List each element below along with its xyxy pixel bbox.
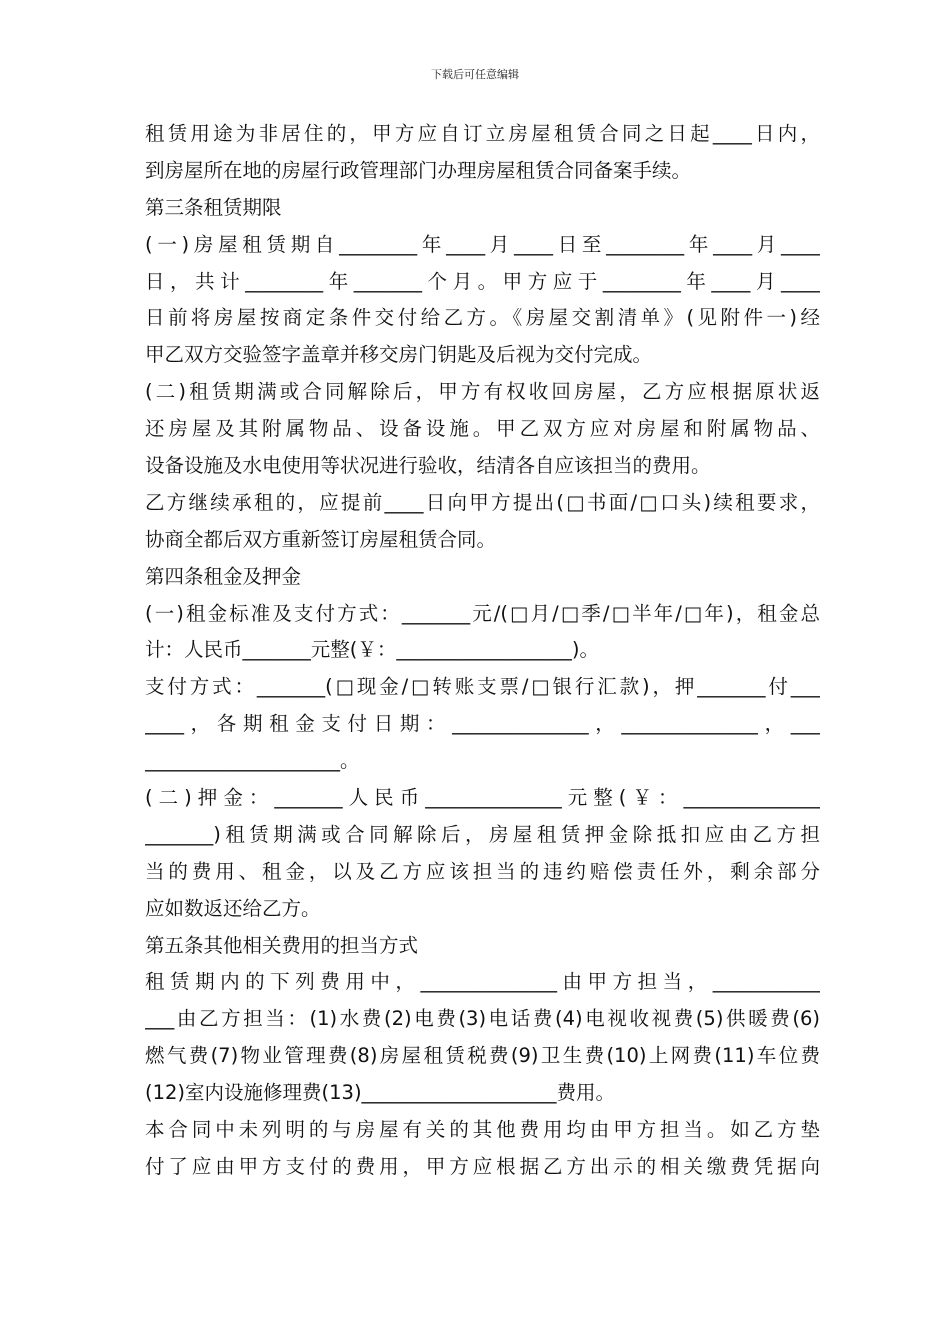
text-line: (12)室内设施修理费(13)____________________费用。: [145, 1081, 616, 1105]
text-line: 日前将房屋按商定条件交付给乙方。《房屋交割清单》(见附件一)经: [145, 306, 820, 330]
text-line: 支付方式：_______(□现金/□转账支票/□银行汇款)，押_______付___: [145, 675, 820, 699]
text-line: 乙方继续承租的，应提前____日向甲方提出(□书面/□口头)续租要求，: [145, 490, 820, 514]
contract-body: [145, 116, 820, 1186]
text-line: 设备设施及水电使用等状况进行验收，结清各自应该担当的费用。: [145, 454, 711, 478]
header-note: 下载后可任意编辑: [431, 68, 519, 81]
text-line: (二)租赁期满或合同解除后，甲方有权收回房屋，乙方应根据原状返: [145, 380, 820, 404]
text-line: 日，共计________年_______个月。甲方应于________年____月____: [145, 269, 820, 293]
text-line: (一)租金标准及支付方式：_______元/(□月/□季/□半年/□年)，租金总: [145, 601, 820, 625]
text-line: ___由乙方担当：(1)水费(2)电费(3)电话费(4)电视收视费(5)供暖费(6): [145, 1007, 820, 1031]
section-heading: 第四条租金及押金: [145, 564, 302, 588]
text-line: (二)押金：_______人民币______________元整(￥：______________: [145, 786, 820, 810]
text-line: 甲乙双方交验签字盖章并移交房门钥匙及后视为交付完成。: [145, 343, 653, 367]
text-line: 付了应由甲方支付的费用，甲方应根据乙方出示的相关缴费凭据向: [145, 1154, 820, 1178]
text-line: 当的费用、租金，以及乙方应该担当的违约赔偿责任外，剩余部分: [145, 859, 820, 883]
text-line: 租赁用途为非居住的，甲方应自订立房屋租赁合同之日起____日内，: [145, 122, 820, 145]
text-line: ____，各期租金支付日期：______________，______________，___: [145, 712, 820, 736]
text-line: 本合同中未列明的与房屋有关的其他费用均由甲方担当。如乙方垫: [145, 1118, 820, 1142]
text-line: 租赁期内的下列费用中，______________由甲方担当，___________: [145, 970, 820, 994]
text-line: 应如数返还给乙方。: [145, 896, 321, 920]
text-line: 计：人民币_______元整(￥：__________________)。: [145, 638, 599, 662]
text-line: 燃气费(7)物业管理费(8)房屋租赁税费(9)卫生费(10)上网费(11)车位费: [145, 1044, 820, 1068]
text-line: 还房屋及其附属物品、设备设施。甲乙双方应对房屋和附属物品、: [145, 417, 820, 441]
text-line: 协商全都后双方重新签订房屋租赁合同。: [145, 527, 497, 551]
text-line: 到房屋所在地的房屋行政管理部门办理房屋租赁合同备案手续。: [145, 158, 692, 182]
text-line: ____________________。: [145, 749, 360, 773]
text-line: (一)房屋租赁期自________年____月____日至________年____月____: [145, 232, 820, 256]
text-line: _______)租赁期满或合同解除后，房屋租赁押金除抵扣应由乙方担: [145, 822, 820, 846]
section-heading: 第五条其他相关费用的担当方式: [145, 933, 419, 957]
section-heading: 第三条租赁期限: [145, 195, 282, 219]
